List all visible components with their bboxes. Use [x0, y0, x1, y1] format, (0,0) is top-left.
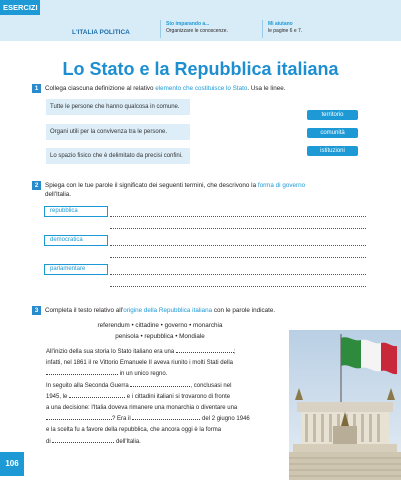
- cloze-segment: ? Era il: [112, 416, 131, 423]
- cloze-segment: e i cittadini italiani si trovarono di fronte: [126, 393, 231, 400]
- cloze-text: All'inizio della sua storia lo Stato italiano era una ; infatti, nel 1861 il re Vittorio Emanuele II aveva riunito i molti Stati della in un unico regno. In seguito alla Seconda Guerra , conclusasi nel 1945, le e i cittadini italiani si trovarono di fronte a una decisione: l'Italia doveva rimanere una monarchia o diventare una ? Era il del 2 giugno 1946 e la scelta fu a favore della repubblica, che ancora oggi è la forma di dell'Italia.: [46, 349, 250, 445]
- instr-highlight: origine della Repubblica italiana: [123, 307, 213, 315]
- exercise-2-instructions: [32, 181, 352, 199]
- answer-line[interactable]: [110, 274, 366, 275]
- word-bank-line: penisola • repubblica • Mondiale: [115, 333, 205, 340]
- blank[interactable]: [52, 437, 114, 443]
- word-bank-line: referendum • cittadine • governo • monarchia: [97, 322, 223, 329]
- instr-highlight: forma di governo: [257, 182, 306, 190]
- cloze-segment: infatti, nel 1861 il re Vittorio Emanuele II aveva riunito i molti Stati della: [46, 360, 233, 367]
- definition-box: Lo spazio fisico che è delimitato da precisi confini.: [46, 148, 190, 164]
- term-democratica: democratica: [44, 235, 108, 246]
- cloze-segment: All'inizio della sua storia lo Stato italiano era una: [46, 349, 175, 355]
- answer-line[interactable]: [110, 245, 366, 246]
- term-repubblica: repubblica: [44, 206, 108, 217]
- instr-highlight: elemento che costituisce lo Stato: [155, 85, 248, 93]
- answer-territorio[interactable]: territorio: [307, 110, 358, 120]
- exercise-number: 3: [32, 306, 41, 315]
- answer-line[interactable]: [110, 228, 366, 229]
- answer-line[interactable]: [110, 257, 366, 258]
- learning-goal: [166, 21, 228, 35]
- reference-title: Mi aiutano: [268, 21, 293, 27]
- instr-text: dell'Italia.: [45, 191, 72, 199]
- blank[interactable]: [69, 392, 125, 398]
- cloze-segment: in un unico regno.: [119, 371, 168, 378]
- blank[interactable]: [46, 414, 112, 420]
- answer-line[interactable]: [110, 216, 366, 217]
- blank[interactable]: [46, 369, 118, 375]
- instr-text: Spiega con le tue parole il significato dei seguenti termini, che descrivono la: [45, 182, 258, 190]
- page-title: Lo Stato e la Repubblica italiana: [62, 59, 339, 79]
- cloze-segment: dell'Italia.: [116, 438, 141, 445]
- learning-goal-text: Organizzare le conoscenze.: [166, 28, 228, 34]
- definition-box: Tutte le persone che hanno qualcosa in comune.: [46, 99, 190, 115]
- cloze-segment: 1945, le: [46, 393, 68, 400]
- reference-text: le pagine 6 e 7.: [268, 28, 303, 34]
- reference-pages: [268, 21, 302, 35]
- page-number: 106: [0, 452, 24, 476]
- cloze-segment: di: [46, 438, 51, 445]
- answer-istituzioni[interactable]: istituzioni: [307, 146, 358, 156]
- vittoriano-photo: [289, 330, 401, 480]
- definition-box: Organi utili per la convivenza tra le persone.: [46, 124, 190, 140]
- word-bank: [0, 320, 320, 342]
- instr-text: Collega ciascuna definizione al relativo: [45, 85, 156, 93]
- cloze-segment: , conclusasi nel: [190, 382, 232, 389]
- answer-line[interactable]: [110, 286, 366, 287]
- blank[interactable]: [176, 347, 234, 353]
- section-tab: ESERCIZI: [0, 0, 40, 15]
- exercise-1-instructions: [32, 84, 285, 93]
- blank[interactable]: [132, 414, 200, 420]
- header-band: [0, 0, 401, 41]
- answer-comunita[interactable]: comunità: [307, 128, 358, 138]
- cloze-segment: del 2 giugno 1946: [202, 416, 250, 423]
- exercise-number: 2: [32, 181, 41, 190]
- monument-illustration: [289, 330, 401, 480]
- blank[interactable]: [130, 381, 190, 387]
- header-divider: [262, 20, 263, 38]
- cloze-segment: In seguito alla Seconda Guerra: [46, 382, 129, 389]
- cloze-segment: e la scelta fu a favore della repubblica, che ancora oggi è la forma: [46, 427, 222, 434]
- cloze-segment: a una decisione: l'Italia doveva rimanere una monarchia o diventare una: [46, 405, 238, 412]
- exercise-3-instructions: [32, 306, 275, 315]
- header-divider: [160, 20, 161, 38]
- instr-text: Completa il testo relativo all': [45, 307, 124, 315]
- instr-text: . Usa le linee.: [247, 85, 286, 93]
- topic-label: L'ITALIA POLITICA: [72, 29, 130, 36]
- instr-text: con le parole indicate.: [212, 307, 276, 315]
- learning-goal-title: Sto imparando a...: [166, 21, 210, 27]
- term-parlamentare: parlamentare: [44, 264, 108, 275]
- exercise-number: 1: [32, 84, 41, 93]
